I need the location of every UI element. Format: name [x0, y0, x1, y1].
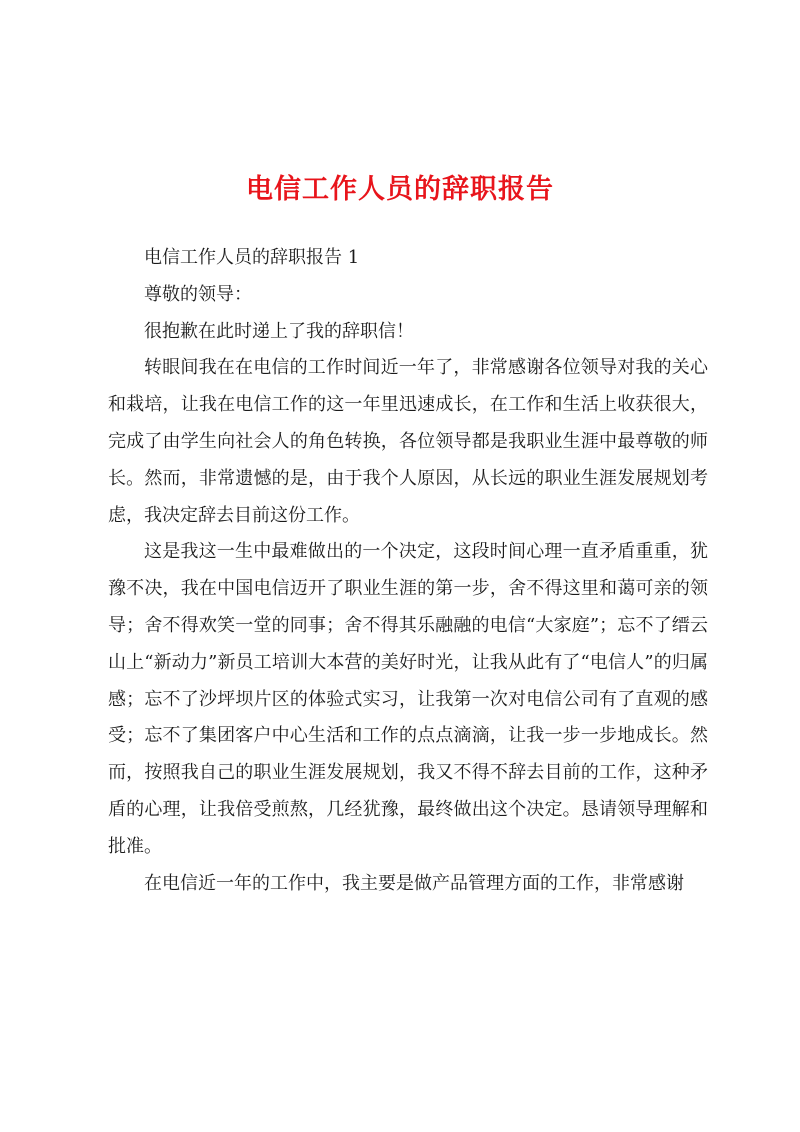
paragraph-salutation: 尊敬的领导： — [144, 283, 252, 305]
paragraph-apology: 很抱歉在此时递上了我的辞职信！ — [144, 320, 414, 342]
paragraph-body-3: 在电信近一年的工作中，我主要是做产品管理方面的工作，非常感谢 — [144, 872, 684, 894]
paragraph-body-2: 这是我这一生中最难做出的一个决定，这段时间心理一直矛盾重重，犹豫不决，我在中国电信迈开了职业生涯的第一步，舍不得这里和蔼可亲的领导；舍不得欢笑一堂的同事；舍不得其乐融融的电信“大家庭”；忘不了缙云山上“新动力”新员工培训大本营的美好时光，让我从此有了“电信人”的归属感；忘不了沙坪坝片区的体验式实习，让我第一次对电信公司有了直观的感受；忘不了集团客户中心生活和工作的点点滴滴，让我一步一步地成长。然而，按照我自己的职业生涯发展规划，我又不得不辞去目前的工作，这种矛盾的心理，让我倍受煎熬，几经犹豫，最终做出这个决定。恳请领导理解和批准。 — [108, 541, 708, 857]
paragraph-heading: 电信工作人员的辞职报告 1 — [144, 247, 360, 268]
document-body — [108, 240, 708, 902]
paragraph-body-1: 转眼间我在在电信的工作时间近一年了，非常感谢各位领导对我的关心和栽培，让我在电信工作的这一年里迅速成长，在工作和生活上收获很大，完成了由学生向社会人的角色转换，各位领导都是我职业生涯中最尊敬的师长。然而，非常遗憾的是，由于我个人原因，从长远的职业生涯发展规划考虑，我决定辞去目前这份工作。 — [108, 357, 708, 526]
document-title: 电信工作人员的辞职报告 — [246, 174, 554, 205]
